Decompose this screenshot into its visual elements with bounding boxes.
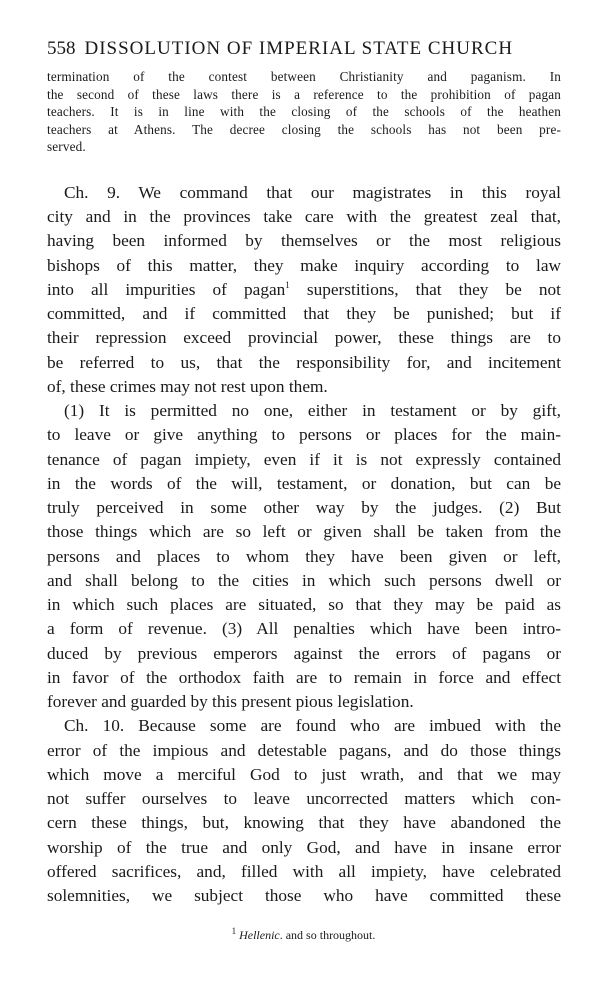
footnote-number: 1 [231,926,237,936]
body-line: cern these things, but, knowing that they have abandoned the [47,813,561,833]
body-line: (1) It is permitted no one, either in testament or by gift, [64,401,561,421]
body-line: of, these crimes may not rest upon them. [47,376,328,396]
footnote-marker: 1 [285,280,290,291]
body-line: persons and places to whom they have been given or left, [47,546,561,566]
body-line: a form of revenue. (3) All penalties which have been intro- [47,619,561,639]
body-line: in which such places are situated, so that they may be paid as [47,595,561,615]
running-head [47,38,561,60]
note-line: termination of the contest between Christianity and paganism. In [47,69,561,84]
body-line: worship of the true and only God, and have in insane error [47,837,561,857]
body-line: and shall belong to the cities in which such persons dwell or [47,570,561,590]
note-line: teachers at Athens. The decree closing the schools has not been pre- [47,121,561,137]
main-text [47,181,561,909]
footnote [0,928,607,943]
note-line: teachers. It is in line with the closing of the schools of the heathen [47,104,561,120]
body-line: Ch. 10. Because some are found who are imbued with the [64,716,561,736]
body-line: which move a merciful God to just wrath, and that we may [47,764,561,784]
body-line: forever and guarded by this present pious legislation. [47,692,414,712]
footnote-text: . and so throughout. [279,928,376,942]
body-line: those things which are so left or given shall be taken from the [47,522,561,542]
body-line: city and in the provinces take care with the greatest zeal that, [47,207,561,227]
body-line: truly perceived in some other way by the judges. (2) But [47,498,561,518]
body-line: having been informed by themselves or the most religious [47,231,561,251]
footnote-term: Hellenic [239,928,280,942]
body-line: solemnities, we subject those who have committed these [47,886,561,906]
note-line: served. [47,139,86,155]
page-title: DISSOLUTION OF IMPERIAL STATE CHURCH [84,38,514,59]
body-line: in the words of the will, testament, or donation, but can be [47,473,561,493]
body-line: offered sacrifices, and, filled with all impiety, have celebrated [47,861,561,881]
body-line: tenance of pagan impiety, even if it is not expressly contained [47,449,561,469]
introductory-note [47,68,561,156]
body-line: duced by previous emperors against the errors of pagans or [47,643,561,663]
body-line-start: into all impurities of pagan [47,279,286,299]
body-line-end: superstitions, that they be not [289,279,561,299]
body-line: error of the impious and detestable pagans, and do those things [47,740,561,760]
note-line: the second of these laws there is a reference to the prohibition of pagan [47,86,561,102]
body-line: bishops of this matter, they make inquiry according to law [47,255,561,275]
body-line: committed, and if committed that they be punished; but if [47,304,561,324]
body-line: not suffer ourselves to leave uncorrected matters which con- [47,789,561,809]
body-line-with-footnote [47,278,561,302]
body-line: in favor of the orthodox faith are to remain in force and effect [47,667,561,687]
page-number: 558 [47,38,76,59]
body-line: Ch. 9. We command that our magistrates in this royal [64,182,561,202]
book-page [47,38,561,908]
body-line: to leave or give anything to persons or places for the main- [47,425,561,445]
body-line: their repression exceed provincial power, these things are to [47,328,561,348]
body-line: be referred to us, that the responsibility for, and incitement [47,352,561,372]
